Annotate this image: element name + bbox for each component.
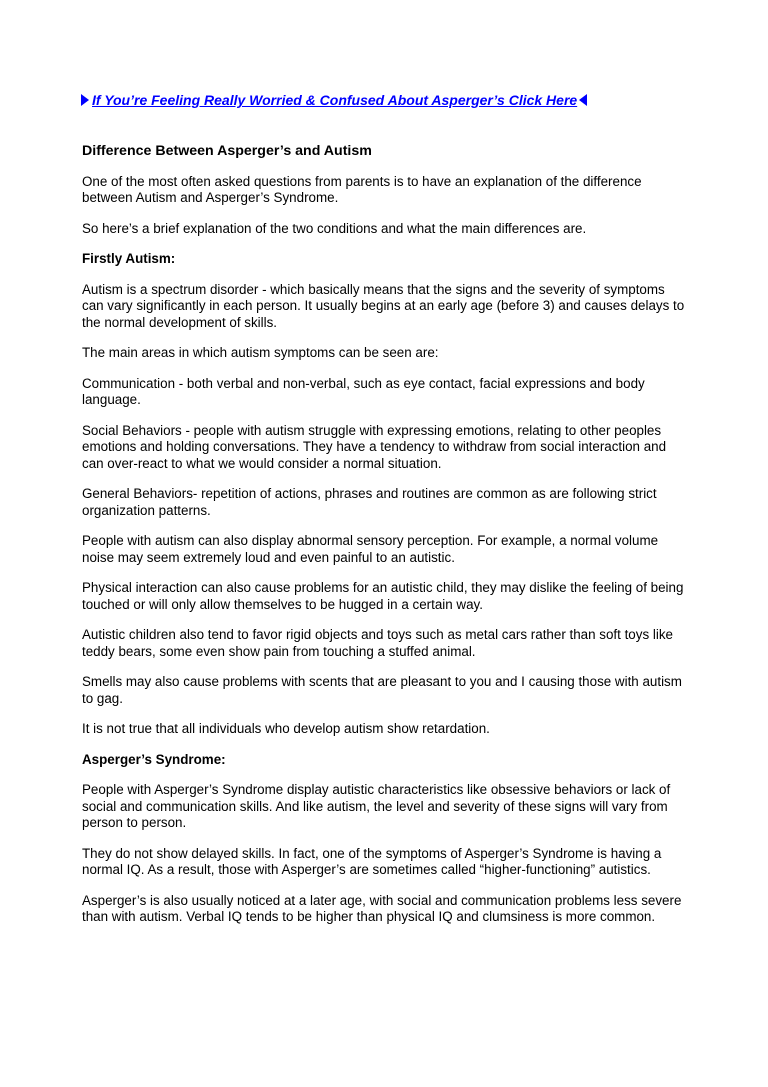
- asperger-help-link[interactable]: [81, 92, 587, 108]
- autism-paragraph: People with autism can also display abnormal sensory perception. For example, a normal volume noise may seem extremely loud and even painful to an autistic.: [82, 533, 659, 565]
- autism-paragraph: Physical interaction can also cause problems for an autistic child, they may dislike the feeling of being touched or will only allow themselves to be hugged in a certain way.: [82, 580, 684, 612]
- autism-paragraph: Communication - both verbal and non-verbal, such as eye contact, facial expressions and body language.: [82, 375, 645, 407]
- arrow-right-icon: [81, 94, 89, 106]
- intro-paragraph: So here’s a brief explanation of the two conditions and what the main differences are.: [82, 220, 587, 236]
- autism-heading: Firstly Autism:: [82, 251, 176, 266]
- document-title: Difference Between Asperger’s and Autism: [82, 143, 372, 159]
- arrow-left-icon: [579, 94, 587, 106]
- document-body: [82, 143, 688, 940]
- asperger-paragraph: They do not show delayed skills. In fact, one of the symptoms of Asperger’s Syndrome is having a normal IQ. As a result, those with Asperger’s are sometimes called “higher-functioning” autistics.: [82, 845, 662, 877]
- autism-paragraph: Social Behaviors - people with autism struggle with expressing emotions, relating to other peoples emotions and holding conversations. They have a tendency to withdraw from social interaction and can over-react to what we would consider a normal situation.: [82, 422, 667, 471]
- autism-paragraph: It is not true that all individuals who develop autism show retardation.: [82, 721, 490, 736]
- autism-paragraph: The main areas in which autism symptoms can be seen are:: [82, 345, 439, 360]
- asperger-help-link-text: If You’re Feeling Really Worried & Confused About Asperger’s Click Here: [92, 92, 578, 108]
- asperger-paragraph: People with Asperger’s Syndrome display autistic characteristics like obsessive behaviors or lack of social and communication skills. And like autism, the level and severity of these signs will vary from person to person.: [82, 782, 671, 830]
- intro-paragraph: One of the most often asked questions from parents is to have an explanation of the difference between Autism and Asperger’s Syndrome.: [82, 173, 642, 205]
- autism-paragraph: General Behaviors- repetition of actions, phrases and routines are common as are following strict organization patterns.: [82, 486, 657, 518]
- autism-paragraph: Autistic children also tend to favor rigid objects and toys such as metal cars rather than soft toys like teddy bears, some even show pain from touching a stuffed animal.: [82, 627, 673, 659]
- autism-paragraph: Autism is a spectrum disorder - which basically means that the signs and the severity of symptoms can vary significantly in each person. It usually begins at an early age (before 3) and causes delays to the normal development of skills.: [82, 281, 685, 330]
- asperger-heading: Asperger’s Syndrome:: [82, 751, 226, 767]
- asperger-paragraph: Asperger’s is also usually noticed at a later age, with social and communication problems less severe than with autism. Verbal IQ tends to be higher than physical IQ and clumsiness is more common.: [82, 892, 682, 924]
- autism-paragraph: Smells may also cause problems with scents that are pleasant to you and I causing those with autism to gag.: [82, 674, 682, 706]
